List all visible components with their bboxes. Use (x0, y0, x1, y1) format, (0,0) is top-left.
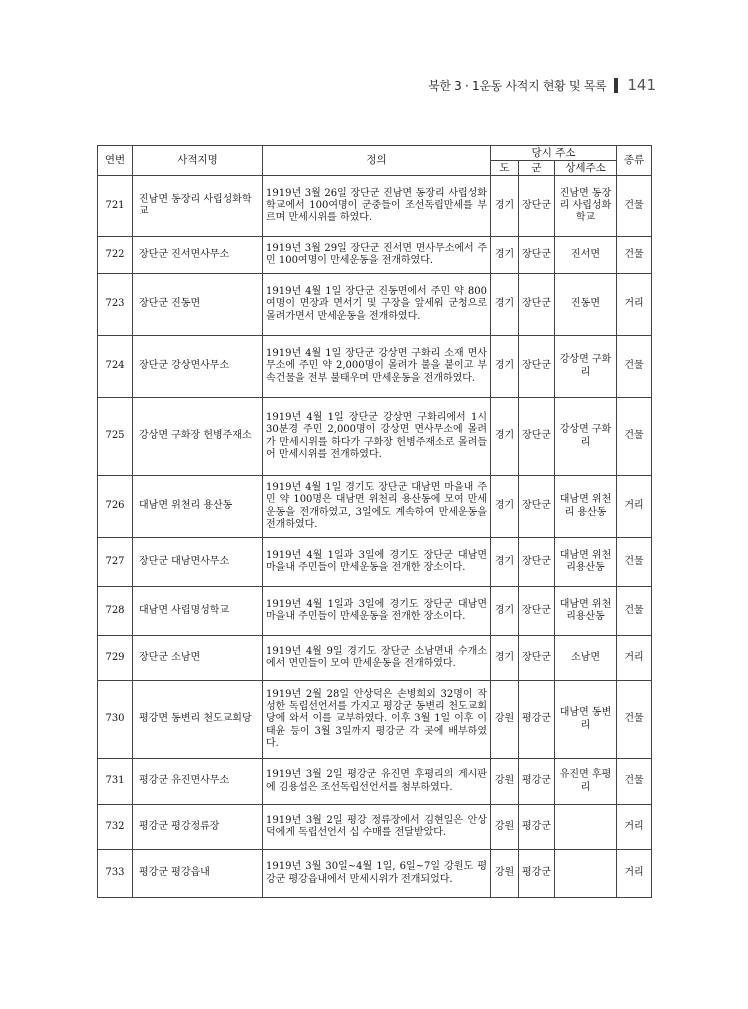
cell-do: 경기 (491, 274, 519, 336)
cell-gun: 평강군 (519, 681, 555, 759)
cell-gun: 평강군 (519, 850, 555, 898)
cell-do: 경기 (491, 476, 519, 538)
header-name: 사적지명 (133, 146, 263, 176)
cell-no: 733 (98, 850, 133, 898)
cell-do: 강원 (491, 850, 519, 898)
cell-definition: 1919년 4월 1일 장단군 강상면 구화리 소재 면사무소에 주민 약 2,000명이 몰려가 불을 붙이고 부속건물을 전부 불태우며 만세운동을 전개하였다. (263, 336, 491, 398)
cell-definition: 1919년 3월 26일 장단군 진남면 동장리 사립성화학교에서 100여명이 군중들이 조선독립만세를 부르며 만세시위를 하였다. (263, 176, 491, 237)
table-row (98, 336, 652, 398)
cell-kind: 건물 (617, 398, 652, 476)
cell-detail: 대남면 위천리 용산동 (555, 476, 617, 538)
table-row (98, 476, 652, 538)
cell-detail: 강상면 구화리 (555, 398, 617, 476)
header-definition: 정의 (263, 146, 491, 176)
cell-kind: 건물 (617, 681, 652, 759)
cell-gun: 평강군 (519, 805, 555, 850)
cell-name: 장단군 진서면사무소 (133, 237, 263, 274)
cell-gun: 평강군 (519, 759, 555, 805)
page-number: 141 (627, 76, 656, 94)
cell-name: 강상면 구화장 헌병주재소 (133, 398, 263, 476)
table-row (98, 805, 652, 850)
cell-detail: 진동면 (555, 274, 617, 336)
cell-kind: 건물 (617, 176, 652, 237)
cell-kind: 거리 (617, 274, 652, 336)
cell-detail (555, 805, 617, 850)
cell-kind: 건물 (617, 336, 652, 398)
cell-no: 727 (98, 538, 133, 587)
cell-no: 728 (98, 587, 133, 636)
cell-do: 경기 (491, 237, 519, 274)
cell-name: 평강면 동변리 천도교회당 (133, 681, 263, 759)
cell-no: 721 (98, 176, 133, 237)
table-row (98, 274, 652, 336)
header-divider-bar (614, 78, 618, 93)
header-gun: 군 (519, 161, 555, 176)
cell-kind: 거리 (617, 850, 652, 898)
cell-do: 경기 (491, 176, 519, 237)
cell-gun: 장단군 (519, 336, 555, 398)
cell-do: 경기 (491, 336, 519, 398)
cell-no: 726 (98, 476, 133, 538)
cell-gun: 장단군 (519, 237, 555, 274)
cell-definition: 1919년 4월 9일 경기도 장단군 소남면내 수개소에서 면민들이 모여 만세운동을 전개하였다. (263, 636, 491, 681)
cell-name: 대남면 사립명성학교 (133, 587, 263, 636)
cell-name: 평강군 유진면사무소 (133, 759, 263, 805)
header-address-group: 당시 주소 (491, 146, 617, 161)
cell-no: 725 (98, 398, 133, 476)
cell-kind: 거리 (617, 476, 652, 538)
cell-definition: 1919년 4월 1일과 3일에 경기도 장단군 대남면 마을내 주민들이 만세운동을 전개한 장소이다. (263, 538, 491, 587)
cell-kind: 건물 (617, 587, 652, 636)
cell-definition: 1919년 4월 1일 장단군 강상면 구화리에서 1시 30분경 주민 2,000명이 강상면 면사무소에 몰려가 만세시위를 하다가 구화장 헌병주재소로 몰려들어 만세시위를 전개하였다. (263, 398, 491, 476)
cell-do: 경기 (491, 636, 519, 681)
cell-detail: 진서면 (555, 237, 617, 274)
cell-no: 729 (98, 636, 133, 681)
cell-gun: 장단군 (519, 274, 555, 336)
cell-do: 경기 (491, 398, 519, 476)
cell-name: 대남면 위천리 용산동 (133, 476, 263, 538)
cell-definition: 1919년 3월 2일 평강군 유진면 후평리의 게시판에 김용섭은 조선독립선언서를 첨부하였다. (263, 759, 491, 805)
cell-detail: 진남면 동장리 사립성화학교 (555, 176, 617, 237)
cell-detail: 대남면 동변리 (555, 681, 617, 759)
cell-gun: 장단군 (519, 587, 555, 636)
header-no: 연번 (98, 146, 133, 176)
table-row (98, 538, 652, 587)
cell-do: 강원 (491, 681, 519, 759)
cell-gun: 장단군 (519, 176, 555, 237)
running-header-title: 북한 3 · 1운동 사적지 현황 및 목록 (428, 78, 607, 93)
cell-definition: 1919년 4월 1일 장단군 진동면에서 주민 약 800여명이 면장과 면서기 및 구장을 앞세워 군청으로 몰려가면서 만세운동을 전개하였다. (263, 274, 491, 336)
table-row (98, 681, 652, 759)
cell-detail: 소남면 (555, 636, 617, 681)
cell-definition: 1919년 4월 1일과 3일에 경기도 장단군 대남면 마을내 주민들이 만세운동을 전개한 장소이다. (263, 587, 491, 636)
cell-do: 경기 (491, 538, 519, 587)
cell-gun: 장단군 (519, 636, 555, 681)
header-row (98, 146, 652, 161)
cell-kind: 건물 (617, 538, 652, 587)
cell-do: 경기 (491, 587, 519, 636)
cell-gun: 장단군 (519, 398, 555, 476)
cell-detail: 강상면 구화리 (555, 336, 617, 398)
cell-detail (555, 850, 617, 898)
cell-detail: 대남면 위천리용산동 (555, 538, 617, 587)
running-header (428, 76, 656, 94)
cell-detail: 대남면 위천리용산동 (555, 587, 617, 636)
header-kind: 종류 (617, 146, 652, 176)
cell-gun: 장단군 (519, 538, 555, 587)
historic-sites-table (97, 145, 652, 898)
cell-do: 강원 (491, 759, 519, 805)
cell-name: 장단군 대남면사무소 (133, 538, 263, 587)
cell-kind: 거리 (617, 805, 652, 850)
cell-no: 724 (98, 336, 133, 398)
table-row (98, 587, 652, 636)
header-do: 도 (491, 161, 519, 176)
cell-no: 731 (98, 759, 133, 805)
table-row (98, 398, 652, 476)
table-row (98, 176, 652, 237)
cell-definition: 1919년 2월 28일 안상덕은 손병희외 32명이 작성한 독립선언서를 가지고 평강군 동변리 천도교회당에 와서 이를 교부하였다. 이후 3월 1일 이후 이태윤 등이 3월 3일까지 평강군 각 곳에 배부하였다. (263, 681, 491, 759)
cell-no: 722 (98, 237, 133, 274)
cell-no: 730 (98, 681, 133, 759)
cell-name: 평강군 평강읍내 (133, 850, 263, 898)
cell-name: 평강군 평강정류장 (133, 805, 263, 850)
cell-definition: 1919년 3월 29일 장단군 진서면 면사무소에서 주민 100여명이 만세운동을 전개하였다. (263, 237, 491, 274)
cell-name: 장단군 진동면 (133, 274, 263, 336)
cell-definition: 1919년 4월 1일 경기도 장단군 대남면 마을내 주민 약 100명은 대남면 위천리 용산동에 모여 만세운동을 전개하였고, 3일에도 계속하여 만세운동을 전개하였다. (263, 476, 491, 538)
table-row (98, 237, 652, 274)
cell-kind: 거리 (617, 636, 652, 681)
cell-definition: 1919년 3월 30일~4월 1일, 6일~7일 강원도 평강군 평강읍내에서 만세시위가 전개되었다. (263, 850, 491, 898)
cell-do: 강원 (491, 805, 519, 850)
cell-kind: 건물 (617, 237, 652, 274)
cell-kind: 건물 (617, 759, 652, 805)
cell-definition: 1919년 3월 2일 평강 정류장에서 김현일은 안상덕에게 독립선언서 십 수매를 전달받았다. (263, 805, 491, 850)
cell-name: 장단군 강상면사무소 (133, 336, 263, 398)
table-row (98, 850, 652, 898)
cell-name: 진남면 동장리 사립성화학교 (133, 176, 263, 237)
cell-detail: 유진면 후평리 (555, 759, 617, 805)
header-detail: 상세주소 (555, 161, 617, 176)
cell-name: 장단군 소남면 (133, 636, 263, 681)
cell-no: 732 (98, 805, 133, 850)
cell-gun: 장단군 (519, 476, 555, 538)
table-row (98, 759, 652, 805)
cell-no: 723 (98, 274, 133, 336)
table-row (98, 636, 652, 681)
